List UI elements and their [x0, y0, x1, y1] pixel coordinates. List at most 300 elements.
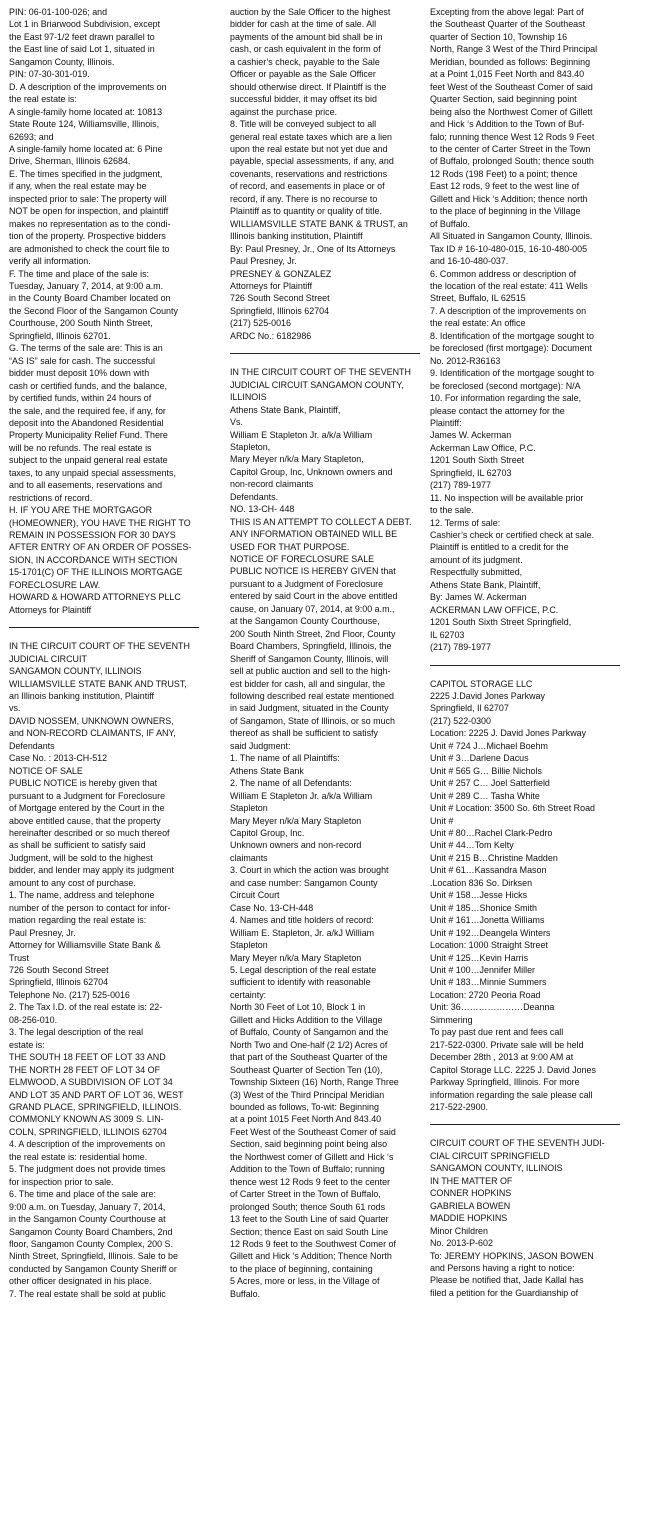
notice-text-line: being also the Northwest Comer of Gillett — [430, 106, 593, 117]
notice-text-line: Stapleton — [230, 940, 268, 951]
notice-text-line: bounded as follows, To-wit: Beginning — [230, 1101, 379, 1112]
notice-text-line: PUBLIC NOTICE is hereby given that — [9, 778, 158, 789]
notice-text-line: vs. — [9, 703, 21, 714]
notice-text-line: and NON-RECORD CLAIMANTS, IF ANY, — [9, 728, 176, 739]
notice-text-line: an Illinois banking institution, Plaintiff — [9, 691, 154, 702]
notice-text-line: the real estate is: residential home. — [9, 1151, 148, 1162]
notice-text-line: IL 62703 — [430, 629, 465, 640]
notice-text-line: the location of the real estate: 411 Wells — [430, 280, 588, 291]
notice-text-line: sufficient to identify with reasonable — [230, 977, 371, 988]
notice-text-line: feet West of the Southeast Comer of said — [430, 81, 593, 92]
notice-text-line: SION, IN ACCORDANCE WITH SECTION — [9, 554, 178, 565]
notice-text-line: DAVID NOSSEM, UNKNOWN OWNERS, — [9, 715, 174, 726]
notice-text-line: Excepting from the above legal: Part of — [430, 7, 584, 17]
notice-text-line: Unit # 100…Jennifer Miller — [430, 964, 536, 975]
notice-text-line: 7. The real estate shall be sold at public — [9, 1288, 166, 1299]
notice-text-line: certainty: — [230, 989, 267, 1000]
notice-text-line: COMMONLY KNOWN AS 3009 S. LIN- — [9, 1114, 164, 1125]
notice-text-line: IN THE MATTER OF — [430, 1175, 513, 1186]
notice-text-line: Gillett and Hick ‘s Addition; thence north — [430, 193, 588, 204]
notice-text-line: 4. A description of the improvements on — [9, 1139, 166, 1150]
notice-text-line: record, if any. There is no recourse to — [230, 193, 378, 204]
notice-text-line: Location: 2720 Peoria Road — [430, 989, 541, 1000]
notice-text-line: be foreclosed (first mortgage): Document — [430, 343, 592, 354]
notice-text-line: upon the real estate but not yet due and — [230, 143, 388, 154]
notice-text-line: Springfield, Il 62707 — [430, 703, 509, 714]
notice-text-line: Defendants. — [230, 491, 279, 502]
notice-text-line: Southeast Quarter of Section Ten (10), — [230, 1064, 383, 1075]
notice-text-line: cause, on January 07, 2014, at 9:00 a.m., — [230, 603, 395, 614]
notice-text-line: Minor Children — [430, 1225, 488, 1236]
notice-text-line: REMAIN IN POSSESSION FOR 30 DAYS — [9, 530, 176, 541]
notice-text-line: payable, special assessments, if any, and — [230, 156, 394, 167]
notice-text-line: AND LOT 35 AND PART OF LOT 36, WEST — [9, 1089, 184, 1100]
notice-text-line: and Hick ‘s Addition to the Town of Buf- — [430, 119, 585, 130]
notice-text-line: Addition to the Town of Buffalo; running — [230, 1164, 385, 1175]
notice-text-line: USED FOR THAT PURPOSE. — [230, 541, 350, 552]
notice-text-line: will be no refunds. The real estate is — [9, 442, 152, 453]
notice-text-line: if any, when the real estate may be — [9, 181, 147, 192]
notice-text-line: mation regarding the real estate is: — [9, 915, 147, 926]
legal-notice-block — [9, 640, 203, 1300]
notice-text-line: covenants, reservations and restrictions — [230, 168, 388, 179]
notice-text-line: est bidder for cash, all and singular, the — [230, 678, 386, 689]
notice-text-line: .Location 836 So. Dirksen — [430, 877, 533, 888]
notice-text-line: 5 Acres, more or less, in the Village of — [230, 1276, 380, 1287]
notice-text-line: To: JEREMY HOPKINS, JASON BOWEN — [430, 1250, 594, 1261]
notice-text-line: to the place of beginning, containing — [230, 1263, 373, 1274]
notice-text-line: 8. Identification of the mortgage sought to — [430, 330, 594, 341]
notice-text-line: Drive, Sherman, Illinois 62684. — [9, 156, 131, 167]
notice-text-line: Cashier’s check or certified check at sale. — [430, 530, 595, 541]
notice-text-line: Meridian, bounded as follows: Beginning — [430, 56, 591, 67]
legal-notice-block — [230, 366, 424, 1300]
notice-text-line: Unit # 215 B…Christine Madden — [430, 852, 558, 863]
notice-text-line: State Route 124, Williamsville, Illinois, — [9, 119, 160, 130]
notice-text-line: to the place of beginning in the Village — [430, 206, 581, 217]
notice-text-line: following described real estate mentioned — [230, 691, 394, 702]
notice-text-line: of Sangamon, State of Illinois, or so much — [230, 715, 395, 726]
notice-divider — [430, 665, 620, 666]
notice-text-line: CONNER HOPKINS — [430, 1188, 512, 1199]
notice-text-line: Unit # 183…Minnie Summers — [430, 977, 547, 988]
notice-text-line: thereof as shall be sufficient to satisfy — [230, 728, 378, 739]
notice-text-line: FORECLOSURE LAW. — [9, 579, 101, 590]
notice-text-line: ILLINOIS — [230, 392, 267, 403]
notice-text-line: the Second Floor of the Sangamon County — [9, 305, 178, 316]
notice-text-line: No. 2013-P-602 — [430, 1238, 493, 1249]
notice-text-line: (217) 525-0016 — [230, 318, 291, 329]
legal-notice-block — [9, 6, 203, 616]
notice-text-line: Section; thence East on said South Line — [230, 1226, 389, 1237]
notice-text-line: (217) 789-1977 — [430, 642, 491, 653]
notice-text-line: Township Sixteen (16) North, Range Three — [230, 1077, 399, 1088]
notice-text-line: Unit # 80…Rachel Clark-Pedro — [430, 828, 553, 838]
notice-text-line: that part of the Southeast Quarter of the — [230, 1052, 388, 1063]
notice-text-line: 62693; and — [9, 131, 54, 142]
notice-text-line: Unit # 161…Jonetta Williams — [430, 915, 545, 926]
notice-text-line: 5. The judgment does not provide times — [9, 1164, 166, 1175]
notice-text-line: Courthouse, 200 South Ninth Street, — [9, 318, 153, 329]
notice-text-line: James W. Ackerman — [430, 430, 512, 441]
notice-text-line: sell at public auction and sell to the high- — [230, 666, 391, 677]
notice-text-line: JUDICIAL CIRCUIT SANGAMON COUNTY, — [230, 379, 404, 390]
notice-text-line: WILLIAMSVILLE STATE BANK & TRUST, an — [230, 218, 408, 229]
notice-text-line: Unit # 44…Tom Kelty — [430, 840, 514, 851]
notice-text-line: 217-522-2900. — [430, 1101, 488, 1112]
notice-text-line: 4. Names and title holders of record: — [230, 915, 374, 926]
notice-text-line: Athens State Bank, Plaintiff, — [230, 404, 341, 415]
notice-text-line: the sale, and the required fee, if any, for — [9, 405, 166, 416]
notice-text-line: ACKERMAN LAW OFFICE, P.C. — [430, 604, 559, 615]
notice-text-line: Attorneys for Plaintiff — [9, 604, 92, 615]
notice-text-line: Capitol Group, Inc. — [230, 828, 305, 838]
notice-text-line: North 30 Feet of Lot 10, Block 1 in — [230, 1002, 366, 1013]
notice-text-line: the real estate is: — [9, 94, 77, 105]
notice-text-line: Case No. : 2013-CH-512 — [9, 753, 108, 764]
notice-text-line: Unit # 724 J…Michael Boehm — [430, 740, 548, 751]
notice-text-line: at a Point 1,015 Feet North and 843.40 — [430, 69, 585, 80]
notice-text-line: quarter of Section 10, Township 16 — [430, 31, 568, 42]
notice-text-line: Springfield, Illinois 62701. — [9, 330, 111, 341]
notice-text-line: payments of the amount bid shall be in — [230, 31, 383, 42]
notice-text-line: Tax ID # 16-10-480-015, 16-10-480-005 — [430, 243, 588, 254]
notice-text-line: Board Chambers, Springfield, Illinois, the — [230, 641, 392, 652]
notice-text-line: 3. Court in which the action was brought — [230, 865, 389, 876]
notice-text-line: ARDC No.: 6182986 — [230, 330, 312, 341]
notice-text-line: H. IF YOU ARE THE MORTGAGOR — [9, 505, 153, 516]
notice-text-line: Capitol Group, Inc, Unknown owners and — [230, 466, 393, 477]
notice-text-line: Mary Meyer n/k/a Mary Stapleton — [230, 815, 362, 826]
notice-text-line: (HOMEOWNER), YOU HAVE THE RIGHT TO — [9, 517, 191, 528]
notice-text-line: restrictions of record. — [9, 492, 93, 503]
notice-text-line: Unit # — [430, 815, 454, 826]
notice-text-line: To pay past due rent and fees call — [430, 1027, 564, 1038]
notice-text-line: of record, and easements in place or of — [230, 181, 385, 192]
notice-text-line: please contact the attorney for the — [430, 405, 565, 416]
notice-text-line: taxes, to any unpaid special assessments, — [9, 467, 176, 478]
notice-text-line: of Carter Street in the Town of Buffalo, — [230, 1189, 381, 1200]
notice-text-line: Unit # 61…Kassandra Mason — [430, 865, 547, 876]
notice-text-line: 08-256-010. — [9, 1014, 58, 1025]
notice-text-line: By: Paul Presney, Jr., One of Its Attorneys — [230, 243, 396, 254]
notice-text-line: Defendants — [9, 740, 55, 751]
notice-text-line: North, Range 3 West of the Third Principal — [430, 44, 598, 55]
notice-text-line: THE SOUTH 18 FEET OF LOT 33 AND — [9, 1052, 166, 1063]
notice-text-line: 1. The name, address and telephone — [9, 890, 155, 901]
notice-text-line: 13 feet to the South Line of said Quarter — [230, 1214, 389, 1225]
notice-text-line: D. A description of the improvements on — [9, 81, 167, 92]
notice-divider — [230, 353, 420, 354]
notice-text-line: 2. The Tax I.D. of the real estate is: 22- — [9, 1002, 163, 1013]
notice-text-line: are admonished to check the court file to — [9, 243, 170, 254]
notice-text-line: other officer designated in his place. — [9, 1276, 152, 1287]
notice-text-line: Athens State Bank, Plaintiff, — [430, 579, 541, 590]
notice-text-line: hereinafter described or so much thereof — [9, 828, 170, 838]
notice-text-line: prolonged South; thence South 61 rods — [230, 1201, 386, 1212]
notice-text-line: and case number: Sangamon County — [230, 877, 378, 888]
notice-text-line: makes no representation as to the condi- — [9, 218, 171, 229]
notice-text-line: PIN: 07-30-301-019. — [9, 69, 90, 80]
notice-text-line: 1201 South Sixth Street Springfield, — [430, 617, 572, 628]
notice-divider — [9, 627, 199, 628]
notice-text-line: 6. The time and place of the sale are: — [9, 1189, 156, 1200]
notice-text-line: SANGAMON COUNTY, ILLINOIS — [430, 1163, 563, 1174]
notice-text-line: Officer or payable as the Sale Officer — [230, 69, 376, 80]
notice-text-line: (3) West of the Third Principal Meridian — [230, 1089, 385, 1100]
notice-text-line: Unit: 36…………………Deanna — [430, 1002, 555, 1013]
notice-text-line: East 12 rods, 9 feet to the west line of — [430, 181, 580, 192]
notice-text-line: Unit # 3…Darlene Dacus — [430, 753, 529, 764]
notice-text-line: entered by said Court in the above entitled — [230, 591, 398, 602]
notice-text-line: the real estate: An office — [430, 318, 526, 329]
notice-text-line: CAPITOL STORAGE LLC — [430, 678, 533, 689]
notice-text-line: AFTER ENTRY OF AN ORDER OF POSSES- — [9, 542, 192, 553]
notice-text-line: Judgment, will be sold to the highest — [9, 852, 153, 863]
notice-text-line: 217-522-0300. Private sale will be held — [430, 1039, 584, 1050]
notice-text-line: December 28th , 2013 at 9:00 AM at — [430, 1052, 574, 1063]
notice-text-line: (217) 522-0300 — [430, 715, 491, 726]
notice-text-line: Respectfully submitted, — [430, 567, 523, 578]
notice-text-line: Springfield, Illinois 62704 — [230, 305, 330, 316]
notice-text-line: NOTICE OF FORECLOSURE SALE — [230, 554, 375, 565]
notice-text-line: Ackerman Law Office, P.C. — [430, 442, 536, 453]
notice-text-line: 5. Legal description of the real estate — [230, 964, 377, 975]
notice-text-line: 726 South Second Street — [9, 964, 109, 975]
notice-text-line: Location: 1000 Straight Street — [430, 940, 548, 951]
notice-text-line: Sheriff of Sangamon County, Illinois, will — [230, 653, 389, 664]
notice-text-line: William E Stapleton Jr. a/k/a William — [230, 790, 373, 801]
notice-text-line: Sangamon County, Illinois. — [9, 56, 115, 67]
notice-text-line: bidder must deposit 10% down with — [9, 368, 150, 379]
notice-text-line: Springfield, IL 62703 — [430, 467, 512, 478]
notice-text-line: as shall be sufficient to satisfy said — [9, 840, 146, 851]
notice-text-line: NO. 13-CH- 448 — [230, 504, 295, 515]
notice-text-line: be foreclosed (second mortgage): N/A — [430, 380, 581, 391]
notice-text-line: Circuit Court — [230, 890, 280, 901]
notice-text-line: Mary Meyer n/k/a Mary Stapleton, — [230, 454, 364, 465]
notice-text-line: number of the person to contact for infor- — [9, 902, 171, 913]
notice-text-line: 11. No inspection will be available prior — [430, 492, 584, 503]
notice-text-line: 3. The legal description of the real — [9, 1027, 144, 1038]
notice-text-line: ANY INFORMATION OBTAINED WILL BE — [230, 529, 398, 540]
notice-text-line: the East 97-1/2 feet drawn parallel to — [9, 31, 155, 42]
notice-text-line: Unit # 158…Jesse Hicks — [430, 890, 528, 901]
notice-text-line: THIS IS AN ATTEMPT TO COLLECT A DEBT. — [230, 516, 412, 527]
notice-text-line: Quarter Section, said beginning point — [430, 94, 577, 105]
notice-text-line: auction by the Sale Officer to the highest — [230, 7, 391, 17]
notice-text-line: 726 South Second Street — [230, 293, 330, 304]
notice-text-line: 2. The name of all Defendants: — [230, 778, 352, 789]
notice-text-line: Stapleton — [230, 803, 268, 814]
notice-text-line: 12. Terms of sale: — [430, 517, 501, 528]
notice-text-line: against the purchase price. — [230, 106, 338, 117]
notice-text-line: 12 Rods 9 feet to the Southwest Comer of — [230, 1238, 396, 1249]
notice-text-line: Section, said beginning point being also — [230, 1139, 388, 1150]
notice-text-line: Stapleton, — [230, 441, 271, 452]
notice-text-line: Feet West of the Southeast Comer of said — [230, 1126, 396, 1137]
notice-text-line: IN THE CIRCUIT COURT OF THE SEVENTH — [230, 367, 411, 378]
notice-text-line: Trust — [9, 952, 29, 963]
notice-text-line: Unit # 565 G… Billie Nichols — [430, 765, 542, 776]
notice-text-line: the Southeast Quarter of the Southeast — [430, 19, 586, 30]
notice-text-line: JUDICIAL CIRCUIT — [9, 653, 87, 664]
notice-text-line: COLN, SPRINGFIELD, ILLINOIS 62704 — [9, 1126, 168, 1137]
notice-text-line: pursuant to a Judgment of Foreclosure — [230, 578, 384, 589]
notice-text-line: for inspection prior to sale. — [9, 1176, 114, 1187]
notice-text-line: 2225 J.David Jones Parkway — [430, 691, 545, 702]
notice-text-line: SANGAMON COUNTY, ILLINOIS — [9, 666, 142, 677]
notice-text-line: 1201 South Sixth Street — [430, 455, 525, 466]
notice-text-line: the East line of said Lot 1, situated in — [9, 44, 155, 55]
notice-text-line: 15-1701(C) OF THE ILLINOIS MORTGAGE — [9, 567, 183, 578]
notice-text-line: deposit into the Abandoned Residential — [9, 417, 164, 428]
notice-text-line: G. The terms of the sale are: This is an — [9, 343, 163, 354]
notice-text-line: North Two and One-half (2 1/2) Acres of — [230, 1039, 388, 1050]
notice-text-line: (217) 789-1977 — [430, 480, 491, 491]
notice-text-line: non-record claimants — [230, 479, 314, 490]
notice-text-line: general real estate taxes which are a lien — [230, 131, 393, 142]
notice-text-line: 200 South Ninth Street, 2nd Floor, County — [230, 628, 396, 639]
notice-text-line: 9:00 a.m. on Tuesday, January 7, 2014, — [9, 1201, 166, 1212]
notice-text-line: GABRIELA BOWEN — [430, 1200, 511, 1211]
notice-text-line: Athens State Bank — [230, 765, 304, 776]
notice-text-line: cash, or cash equivalent in the form of — [230, 44, 381, 55]
notice-text-line: CIAL CIRCUIT SPRINGFIELD — [430, 1150, 550, 1161]
notice-text-line: E. The times specified in the judgment, — [9, 168, 163, 179]
notice-text-line: bidder for cash at the time of sale. All — [230, 19, 377, 30]
notice-text-line: bidder, and lender may apply its judgment — [9, 865, 174, 876]
notice-text-line: at a point 1015 Feet North And 843.40 — [230, 1114, 382, 1125]
notice-text-line: PIN: 06-01-100-026; and — [9, 7, 108, 17]
notice-text-line: verify all information. — [9, 256, 91, 267]
notice-text-line: Plaintiff is entitled to a credit for the — [430, 542, 569, 553]
notice-text-line: WILLIAMSVILLE STATE BANK AND TRUST, — [9, 678, 187, 689]
notice-text-line: in the County Board Chamber located on — [9, 293, 171, 304]
notice-text-line: William E. Stapleton, Jr. a/kJ William — [230, 927, 375, 938]
notice-text-line: and Persons having a right to notice: — [430, 1262, 575, 1273]
notice-text-line: by certified funds, within 24 hours of — [9, 393, 152, 404]
notice-text-line: in the Sangamon County Courthouse at — [9, 1214, 166, 1225]
notice-text-line: Mary Meyer n/k/a Mary Stapleton — [230, 952, 362, 963]
notice-text-line: in said Judgment, situated in the County — [230, 703, 389, 714]
notice-text-line: said Judgment: — [230, 740, 291, 751]
notice-text-line: Ninth Street, Springfield, Illinois. Sale to be — [9, 1251, 178, 1262]
notice-text-line: Buffalo. — [230, 1288, 261, 1299]
column-3 — [430, 6, 624, 1527]
legal-notice-block — [430, 6, 624, 654]
notice-text-line: F. The time and place of the sale is: — [9, 268, 150, 279]
notice-text-line: Capitol Storage LLC. 2225 J. David Jones — [430, 1064, 596, 1075]
column-2 — [230, 6, 424, 1527]
notice-text-line: of Mortgage entered by the Court in the — [9, 803, 165, 814]
notice-text-line: Unknown owners and non-record — [230, 840, 362, 851]
notice-text-line: ELMWOOD, A SUBDIVISION OF LOT 34 — [9, 1077, 173, 1088]
legal-notice-block — [430, 1137, 624, 1299]
notice-text-line: CIRCUIT COURT OF THE SEVENTH JUDI- — [430, 1138, 605, 1149]
notice-text-line: Springfield, Illinois 62704 — [9, 977, 109, 988]
notice-text-line: and to all easements, reservations and — [9, 480, 163, 491]
notice-text-line: estate is: — [9, 1039, 45, 1050]
notice-text-line: 10. For information regarding the sale, — [430, 393, 582, 404]
notice-text-line: PRESNEY & GONZALEZ — [230, 268, 332, 279]
notice-text-line: floor, Sangamon County Complex, 200 S. — [9, 1238, 173, 1249]
notice-text-line: 9. Identification of the mortgage sought to — [430, 368, 594, 379]
notice-text-line: 6. Common address or description of — [430, 268, 577, 279]
notice-text-line: cash or certified funds, and the balance, — [9, 380, 168, 391]
notice-text-line: All Situated in Sangamon County, Illinois. — [430, 231, 593, 242]
notice-text-line: of Buffalo. — [430, 218, 470, 229]
notice-text-line: Street, Buffalo, IL 62515 — [430, 293, 526, 304]
notice-text-line: Unit # 257 C… Joel Satterfield — [430, 778, 550, 789]
notice-text-line: 1. The name of all Plaintiffs: — [230, 753, 340, 764]
notice-text-line: Illinois banking institution, Plaintiff — [230, 231, 363, 242]
notice-text-line: A single-family home located at: 6 Pine — [9, 143, 163, 154]
notice-text-line: PUBLIC NOTICE IS HEREBY GIVEN that — [230, 566, 396, 577]
notice-text-line: “AS IS” sale for cash. The successful — [9, 355, 155, 366]
notice-text-line: Unit # 125…Kevin Harris — [430, 952, 529, 963]
notice-text-line: should otherwise direct. If Plaintiff is the — [230, 81, 387, 92]
notice-text-line: pursuant to a Judgment for Foreclosure — [9, 790, 166, 801]
notice-text-line: the Northwest comer of Gillett and Hick ‘s — [230, 1151, 394, 1162]
notice-text-line: Sangamon County Board Chambers, 2nd — [9, 1226, 173, 1237]
notice-text-line: Unit # 185…Shonice Smith — [430, 902, 538, 913]
notice-text-line: Attorney for Williamsville State Bank & — [9, 940, 161, 951]
notice-text-line: Plaintiff: — [430, 417, 462, 428]
notice-text-line: amount of its judgment. — [430, 554, 523, 565]
notice-text-line: 12 Rods (198 Feet) to a point; thence — [430, 168, 578, 179]
notice-divider — [430, 1124, 620, 1125]
notice-text-line: THE NORTH 28 FEET OF LOT 34 OF — [9, 1064, 161, 1075]
notice-text-line: By: James W. Ackerman — [430, 592, 527, 603]
notice-text-line: HOWARD & HOWARD ATTORNEYS PLLC — [9, 592, 181, 603]
notice-text-line: Property Municipality Relief Fund. There — [9, 430, 168, 441]
notice-text-line: Unit # 192…Deangela Winters — [430, 927, 551, 938]
notice-text-line: No. 2012-R36163 — [430, 355, 501, 366]
notice-text-line: Please be notified that, Jade Kallal has — [430, 1275, 584, 1286]
notice-text-line: falo; running thence West 12 Rods 9 Feet — [430, 131, 595, 142]
notice-text-line: Telephone No. (217) 525-0016 — [9, 989, 130, 1000]
notice-text-line: information regarding the sale please call — [430, 1089, 593, 1100]
notice-text-line: and 16-10-480-037. — [430, 256, 509, 267]
notice-text-line: of Buffalo, prolonged South; thence south — [430, 156, 594, 167]
notice-text-line: Unit # 289 C… Tasha White — [430, 790, 540, 801]
notice-text-line: Gillett and Hick ‘s Addition; Thence North — [230, 1251, 392, 1262]
notice-text-line: William E Stapleton Jr. a/k/a William — [230, 429, 373, 440]
notice-text-line: Lot 1 in Briarwood Subdivision, except — [9, 19, 161, 30]
column-1 — [9, 6, 203, 1527]
notice-text-line: A single-family home located at: 10813 — [9, 106, 163, 117]
notice-text-line: MADDIE HOPKINS — [430, 1213, 508, 1224]
notice-text-line: NOT be open for inspection, and plaintiff — [9, 206, 169, 217]
notice-text-line: Vs. — [230, 417, 243, 428]
notice-text-line: 8. Title will be conveyed subject to all — [230, 119, 377, 130]
notice-text-line: Parkway Springfield, Illinois. For more — [430, 1077, 580, 1088]
notice-text-line: successful bidder, it may offset its bid — [230, 94, 377, 105]
notice-text-line: conducted by Sangamon County Sheriff or — [9, 1263, 177, 1274]
legal-notice-block — [230, 6, 424, 342]
notice-text-line: of Buffalo, County of Sangamon and the — [230, 1027, 389, 1038]
notice-text-line: thence west 12 Rods 9 feet to the center — [230, 1176, 391, 1187]
notice-text-line: Simmering — [430, 1014, 473, 1025]
notice-text-line: Paul Presney, Jr. — [230, 256, 297, 267]
notice-text-line: filed a petition for the Guardianship of — [430, 1287, 579, 1298]
notice-text-line: at the Sangamon County Courthouse, — [230, 616, 380, 627]
notice-text-line: inspected prior to sale: The property will — [9, 193, 167, 204]
notice-text-line: Case No. 13-CH-448 — [230, 902, 314, 913]
notice-text-line: Attorneys for Plaintiff — [230, 280, 313, 291]
notice-text-line: Paul Presney, Jr. — [9, 927, 76, 938]
